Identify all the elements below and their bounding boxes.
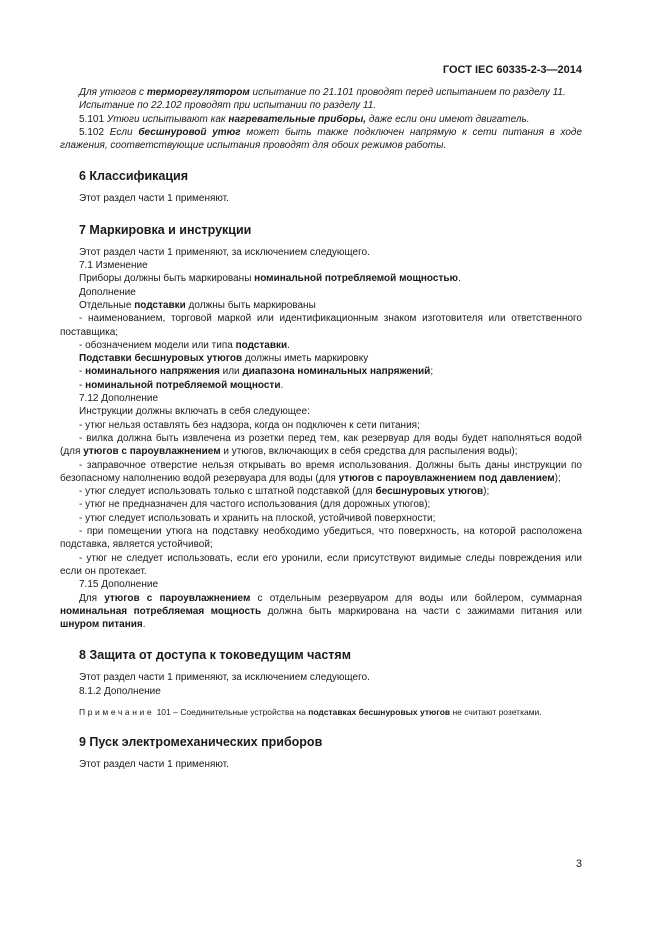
section-9-text: Этот раздел части 1 применяют.	[79, 759, 229, 771]
section-9-heading: 9 Пуск электромеханических приборов	[79, 735, 323, 750]
clause-5-101: 5.101 Утюги испытывают как нагревательные приборы, даже если они имеют двигатель.	[79, 113, 530, 125]
list-item: - утюг следует использовать и хранить на плоской, устойчивой поверхности;	[79, 512, 436, 524]
clause-7-12: 7.12 Дополнение	[79, 393, 159, 405]
document-header: ГОСТ IEC 60335-2-3—2014	[442, 64, 582, 76]
list-item: - утюг нельзя оставлять без надзора, когда он подключен к сети питания;	[79, 419, 420, 431]
intro-paragraph-1: Для утюгов с терморегулятором испытание по 21.101 проводят перед испытанием по разделу 11.	[79, 87, 566, 98]
section-8-intro: Этот раздел части 1 применяют, за исключением следующего.	[79, 672, 370, 684]
intro-paragraph-2: Испытание по 22.102 проводят при испытании по разделу 11.	[79, 100, 377, 112]
section-7-line: Подставки бесшнуровых утюгов должны иметь маркировку	[79, 353, 369, 365]
note-101: Примечание 101 – Соединительные устройства на подставках бесшнуровых утюгов не считают розетками.	[79, 706, 542, 717]
list-item: - при помещении утюга на подставку необходимо убедиться, что поверхность, на которой расположена подставка, является устойчивой;	[60, 526, 582, 551]
list-item: - заправочное отверстие нельзя открывать во время использования. Должны быть даны инструкции по безопасному наполнению водой резервуара для воды (для утюгов с пароувлажнением под давлением);	[60, 459, 582, 484]
section-7-intro: Этот раздел части 1 применяют, за исключением следующего.	[79, 246, 370, 258]
section-7-addition: Дополнение	[79, 286, 136, 298]
clause-7-15: 7.15 Дополнение	[79, 579, 159, 591]
list-item: - номинального напряжения или диапазона номинальных напряжений;	[79, 366, 434, 378]
section-7-line: Отдельные подставки должны быть маркированы	[79, 299, 316, 311]
section-8-heading: 8 Защита от доступа к токоведущим частям	[79, 648, 351, 663]
section-6-heading: 6 Классификация	[79, 169, 189, 184]
page-content	[60, 86, 582, 772]
list-item: - утюг не следует использовать, если его уронили, если присутствуют видимые следы повреждения или если он протекает.	[60, 552, 582, 577]
clause-5-102: 5.102 Если бесшнуровой утюг может быть также подключен напрямую к сети питания в ходе глажения, соответствующие испытания проводят для обоих режимов работы.	[60, 126, 583, 152]
clause-7-1: 7.1 Изменение	[79, 260, 148, 272]
page-number: 3	[575, 858, 582, 870]
list-item: - утюг не предназначен для частого использования (для дорожных утюгов);	[79, 499, 431, 511]
section-6-text: Этот раздел части 1 применяют.	[79, 193, 229, 205]
list-item: - обозначением модели или типа подставки.	[79, 339, 290, 351]
list-item: - наименованием, торговой маркой или идентификационным знаком изготовителя или ответственного поставщика;	[60, 313, 582, 338]
section-7-line: Приборы должны быть маркированы номинальной потребляемой мощностью.	[79, 273, 461, 285]
section-7-heading: 7 Маркировка и инструкции	[79, 222, 252, 237]
clause-8-1-2: 8.1.2 Дополнение	[79, 685, 161, 697]
list-item: - номинальной потребляемой мощности.	[79, 379, 284, 391]
list-item: - утюг следует использовать только с штатной подставкой (для бесшнуровых утюгов);	[79, 486, 490, 498]
section-7-line: Инструкции должны включать в себя следующее:	[79, 406, 310, 418]
list-item: - вилка должна быть извлечена из розетки перед тем, как резервуар для воды будет наполняться водой (для утюгов с пароувлажнением и утюгов, включающих в себя средства для распыления воды);	[60, 432, 582, 458]
section-7-line: Для утюгов с пароувлажнением с отдельным резервуаром для воды или бойлером, суммарная номинальная потребляемая мощность должна быть маркирована на части с зажимами питания или шнуром питания.	[60, 592, 582, 631]
